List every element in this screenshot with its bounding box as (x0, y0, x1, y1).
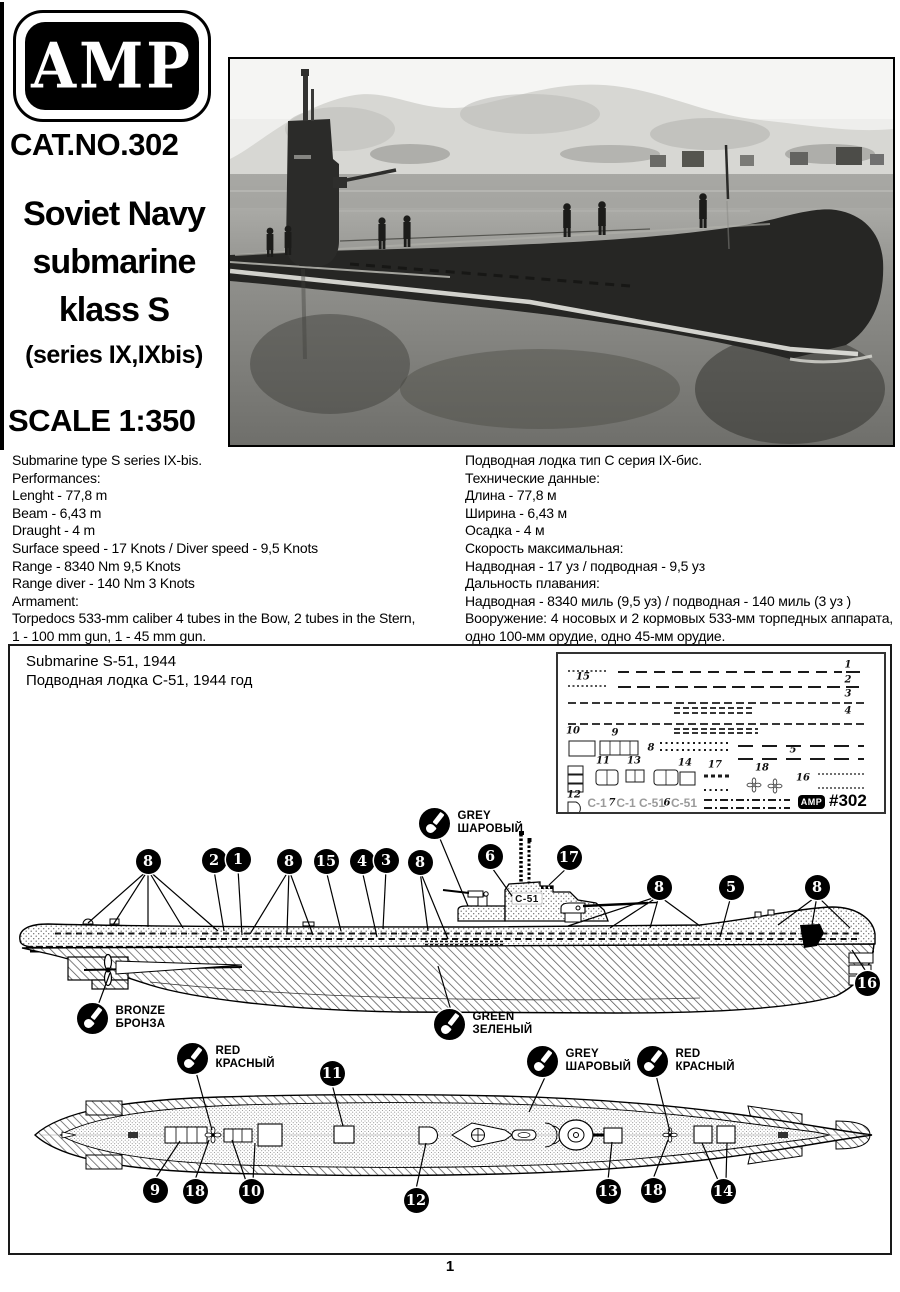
kit-title-line-2: submarine (32, 243, 196, 281)
scale-label: SCALE 1:350 (8, 403, 196, 438)
decal-catalog-number: #302 (829, 791, 867, 810)
kit-title (0, 190, 228, 372)
decal-part-number: 18 (755, 762, 769, 774)
spec-line: Подводная лодка тип С серия IX-бис. (465, 452, 702, 468)
decal-part-number: 3 (844, 688, 852, 700)
spec-line: Draught - 4 m (12, 522, 95, 539)
decal-part-number: 6 (663, 797, 671, 809)
spec-line: Осадка - 4 м (465, 522, 545, 539)
spec-line: Submarine type S series IX-bis. (12, 452, 202, 468)
spec-line: Технические данные: (465, 469, 600, 486)
spec-line: Дальность плавания: (465, 575, 600, 592)
decal-part-number: 16 (796, 772, 810, 784)
part-callout-badge-5: 5 (719, 875, 744, 900)
specs-russian-armament: Вооружение: 4 носовых и 2 кормовых 533-мм торпедных аппарата, одно 100-мм орудие, одно 45-мм орудие. (465, 610, 893, 644)
decal-brand-logo: AMP (798, 795, 825, 809)
spec-line: Длина - 77,8 м (465, 487, 557, 504)
technical-drawing (10, 646, 888, 1246)
part-callout-badge-14: 14 (711, 1179, 736, 1204)
decal-hull-marking: С-1 (616, 796, 636, 810)
spec-line: Range - 8340 Nm 9,5 Knots (12, 557, 181, 574)
paint-label: RED КРАСНЫЙ (675, 1047, 735, 1073)
decal-hull-marking: С-51 (670, 796, 698, 810)
kit-title-line-3: klass S (58, 291, 170, 329)
decal-part-number: 11 (596, 755, 610, 767)
decal-part-number: 17 (708, 759, 722, 771)
spec-line: Torpedocs 533-mm caliber 4 tubes in the Bow, 2 tubes in the Stern, (12, 610, 416, 627)
part-callout-badge-8: 8 (277, 849, 302, 874)
diagram-caption-ru: Подводная лодка С-51, 1944 год (26, 672, 253, 689)
part-callout-badge-9: 9 (143, 1178, 168, 1203)
spec-line: Ширина - 6,43 м (465, 504, 567, 521)
decal-part-number: 2 (844, 674, 852, 686)
spec-line: Surface speed - 17 Knots / Diver speed - 9,5 Knots (12, 539, 318, 556)
amp-logo-plate (25, 22, 199, 110)
decal-part-number: 4 (844, 705, 852, 717)
spec-line: Надводная - 17 уз / подводная - 9,5 уз (465, 557, 705, 574)
decal-part-number: 10 (566, 725, 580, 737)
photo-art (230, 59, 893, 445)
tower-marking: С-51 (515, 894, 539, 905)
part-callout-badge-11: 11 (320, 1061, 345, 1086)
decal-part-number: 9 (611, 727, 619, 739)
part-callout-badge-15: 15 (314, 849, 339, 874)
part-callout-badge-13: 13 (596, 1179, 621, 1204)
paint-label: RED КРАСНЫЙ (215, 1044, 275, 1070)
decal-hull-marking: С-1 (587, 796, 607, 810)
part-callout-badge-8: 8 (408, 850, 433, 875)
kit-series: (series IX,IXbis) (25, 341, 203, 369)
decal-part-number: 12 (567, 789, 581, 801)
specs-russian-lines (465, 452, 893, 610)
part-callout-badge-2: 2 (202, 848, 227, 873)
specs-english (12, 452, 457, 646)
decal-part-number: 8 (647, 742, 655, 754)
spec-line: Надводная - 8340 миль (9,5 уз) / подводная - 140 миль (3 уз ) (465, 592, 851, 609)
paint-label: GREY ШАРОВЫЙ (565, 1047, 632, 1073)
part-callout-badge-18: 18 (183, 1179, 208, 1204)
part-callout-badge-16: 16 (855, 971, 880, 996)
decal-part-number: 1 (844, 659, 852, 671)
spec-line: Скорость максимальная: (465, 539, 624, 556)
catalog-number: CAT.NO.302 (10, 127, 179, 162)
specs-russian (465, 452, 893, 646)
part-callout-badge-3: 3 (374, 848, 399, 873)
spec-line: Performances: (12, 469, 101, 486)
diagram-caption-en: Submarine S-51, 1944 (26, 653, 177, 670)
part-callout-badge-4: 4 (350, 849, 375, 874)
part-callout-badge-18: 18 (641, 1178, 666, 1203)
kit-title-line-1: Soviet Navy (23, 195, 205, 233)
amp-logo (13, 10, 211, 122)
spec-line: Range diver - 140 Nm 3 Knots (12, 575, 195, 592)
page-number: 1 (445, 1258, 455, 1275)
decal-part-number: 7 (608, 797, 616, 809)
paint-label: GREY ШАРОВЫЙ (457, 809, 524, 835)
part-callout-badge-8: 8 (647, 875, 672, 900)
amp-logo-text: AMP (31, 29, 193, 103)
spec-line: Lenght - 77,8 m (12, 487, 108, 504)
paint-label: BRONZE БРОНЗА (115, 1004, 166, 1030)
spec-line: Armament: (12, 592, 79, 609)
part-callout-badge-8: 8 (805, 875, 830, 900)
decal-part-number: 14 (678, 757, 692, 769)
part-callout-badge-17: 17 (557, 845, 582, 870)
part-callout-badge-6: 6 (478, 844, 503, 869)
part-callout-badge-1: 1 (226, 847, 251, 872)
decal-part-number: 5 (789, 744, 797, 756)
decal-part-number: 15 (576, 671, 590, 683)
decal-hull-marking: С-51 (638, 796, 666, 810)
part-callout-badge-10: 10 (239, 1179, 264, 1204)
paint-label: GREEN ЗЕЛЕНЫЙ (472, 1010, 533, 1036)
spec-line: 1 - 100 mm gun, 1 - 45 mm gun. (12, 627, 206, 644)
submarine-photo (228, 57, 895, 447)
part-callout-badge-8: 8 (136, 849, 161, 874)
decal-part-number: 13 (627, 755, 641, 767)
part-callout-badge-12: 12 (404, 1188, 429, 1213)
spec-line: Beam - 6,43 m (12, 504, 102, 521)
